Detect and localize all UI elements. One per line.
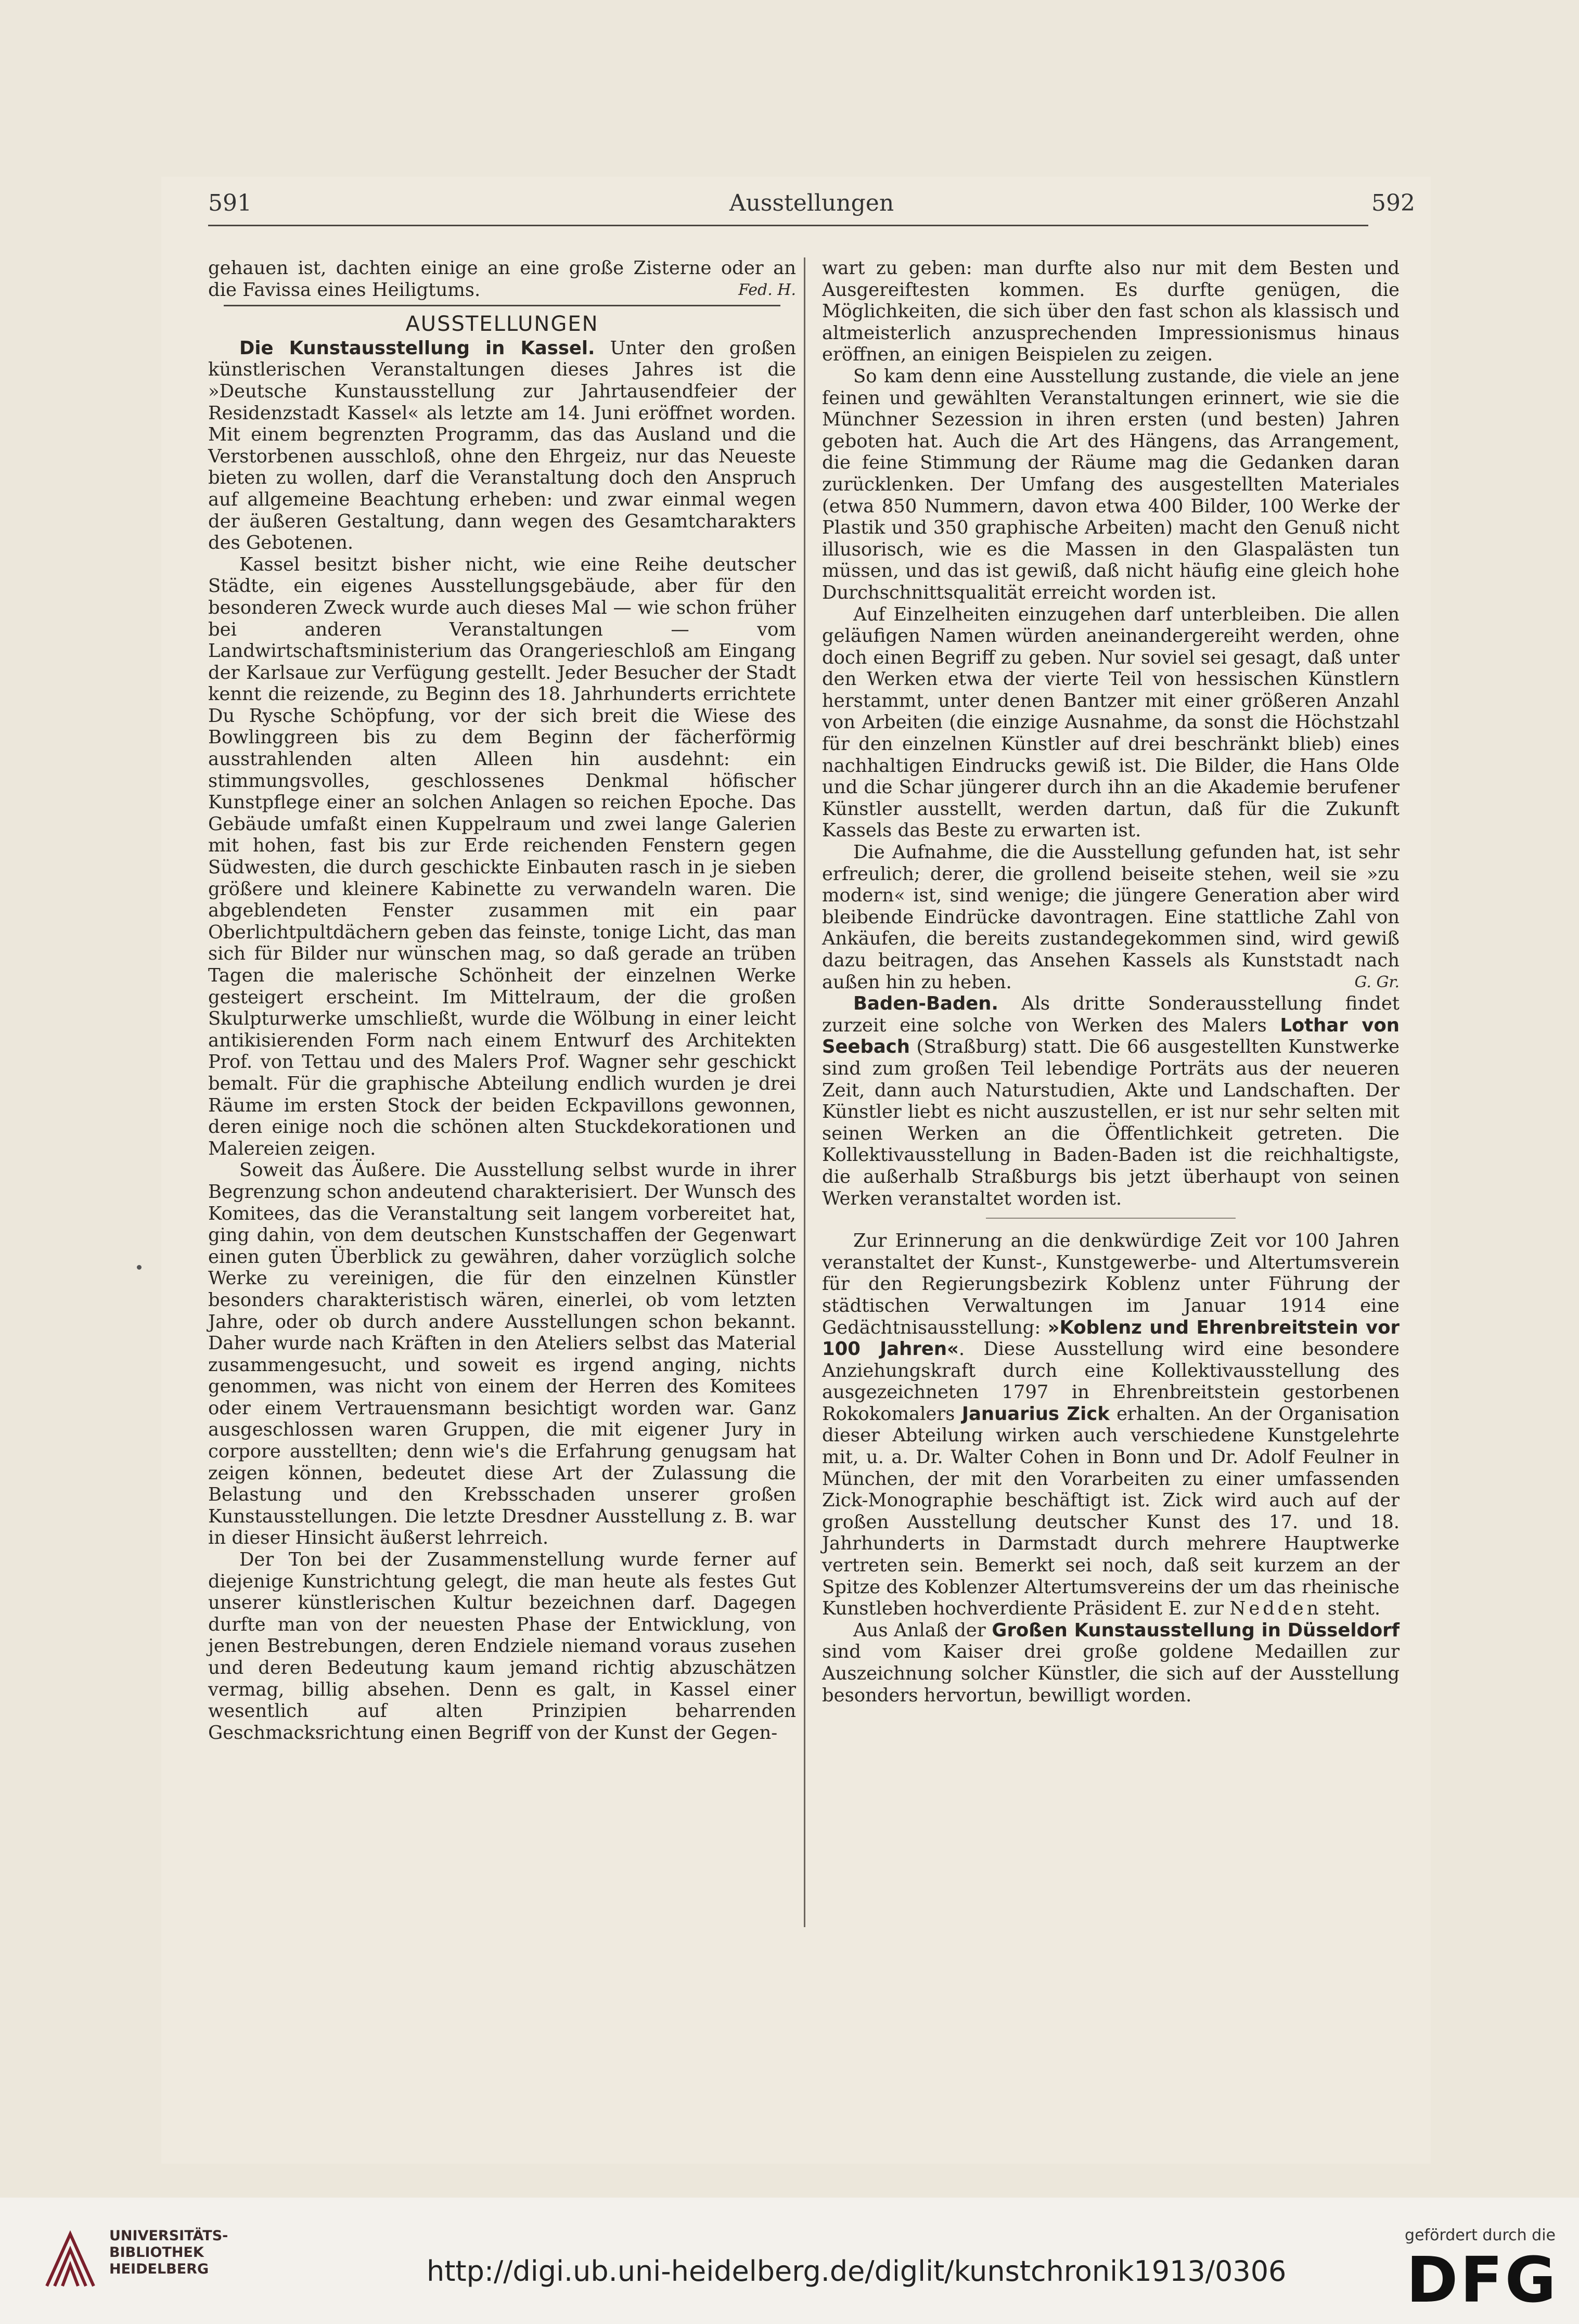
paragraph-baden-baden: Baden-Baden. Als dritte Sonderausstellung findet zurzeit eine solche von Werken des Malers Lothar von Seebach (Straßburg) statt. Die 66 ausgestellten Kunstwerke sind zum großen Teil lebendige Porträts aus der neueren Zeit, dann auch Naturstudien, Akte und Landschaften. Der Künstler liebt es nicht auszustellen, er ist nur sehr selten mit seinen Werken an die Öffentlichkeit getreten. Die Kollektivausstellung in Baden-Baden ist die reichhaltigste, die außerhalb Straßburgs bis jetzt überhaupt von seinen Werken veranstaltet worden ist. bbox=[822, 993, 1400, 1209]
page-number-right: 592 bbox=[1371, 190, 1415, 216]
dfg-logo: DFG bbox=[1406, 2244, 1558, 2317]
paragraph-kassel-tone: Der Ton bei der Zusammenstellung wurde ferner auf diejenige Kunstrichtung gelegt, die man heute als festes Gut unserer künstlerischen Kultur bezeichnen darf. Dagegen durfte man von der neuesten Phase der Entwicklung, von jenen Bestrebungen, deren Endziele niemand voraus zusehen und deren Bedeutung kaum jemand richtig abzuschätzen vermag, billig absehen. Denn es galt, in Kassel einer wesentlich auf alten Prinzipien beharrenden Geschmacksrichtung einen Begriff von der Kunst der Gegen- bbox=[208, 1549, 796, 1744]
left-column bbox=[208, 257, 796, 1744]
baden-baden-heading: Baden-Baden. bbox=[853, 993, 998, 1015]
paragraph-kassel-reception: Die Aufnahme, die die Ausstellung gefunden hat, ist sehr erfreulich; derer, die grollend beiseite stehen, weil sie »zu modern« ist, sind wenige; die jüngere Generation aber wird bleibende Eindrücke davontragen. Eine stattliche Zahl von Ankäufen, die bereits zustandegekommen sind, wird gewiß dazu beitragen, das Ansehen Kassels als Kunststadt nach außen hin zu heben. G. Gr. bbox=[822, 842, 1400, 993]
duesseldorf-exhibition: Großen Kunstausstellung in Düsseldorf bbox=[992, 1619, 1400, 1641]
running-title: Ausstellungen bbox=[729, 190, 894, 216]
funded-by-label: gefördert durch die bbox=[1405, 2226, 1556, 2244]
paragraph-kassel-details: Auf Einzelheiten einzugehen darf unterbleiben. Die allen geläufigen Namen würden aneinandergereiht werden, ohne doch einen Begriff zu geben. Nur soviel sei gesagt, daß unter den Werken etwa der vierte Teil von hessischen Künstlern herstammt, unter denen Bantzer mit einer größeren Anzahl von Arbeiten (die einzige Ausnahme, da sonst die Höchstzahl für den einzelnen Künstler auf drei beschränkt blieb) eines nachhaltigen Eindrucks gewiß ist. Die Bilder, die Hans Olde und die Schar jüngerer durch ihn an die Akademie berufener Künstler ausstellt, werden dartun, daß für die Zukunft Kassels das Beste zu erwarten ist. bbox=[822, 603, 1400, 842]
page-number-left: 591 bbox=[208, 190, 252, 216]
section-rule bbox=[224, 305, 780, 306]
sub-rule bbox=[986, 1218, 1236, 1219]
paragraph-kassel-building: Kassel besitzt bisher nicht, wie eine Reihe deutscher Städte, ein eigenes Ausstellungsgebäude, aber für den besonderen Zweck wurde auch dieses Mal — wie schon früher bei anderen Veranstaltungen — vom Landwirtschaftsministerium das Orangerieschloß am Eingang der Karlsaue zur Verfügung gestellt. Jeder Besucher der Stadt kennt die reizende, zu Beginn des 18. Jahrhunderts errichtete Du Rysche Schöpfung, vor der sich breit die Wiese des Bowlinggreen bis zu dem Beginn der fächerförmig ausstrahlenden alten Alleen hin ausdehnt: ein stimmungsvolles, geschlossenes Denkmal höfischer Kunstpflege einer an solchen Anlagen so reichen Epoche. Das Gebäude umfaßt einen Kuppelraum und zwei lange Galerien mit hohen, fast bis zur Erde reichenden Fenstern gegen Südwesten, die durch geschickte Einbauten rasch in je sieben größere und kleinere Kabinette zu verwandeln waren. Die abgeblendeten Fenster zusammen mit ein paar Oberlichtpultdächern geben das feinste, tonige Licht, das man sich für Bilder nur wünschen mag, so daß gerade an trüben Tagen die malerische Schönheit der einzelnen Werke gesteigert erscheint. Im Mittelraum, der die großen Skulpturwerke umschließt, wurde die Wölbung in einer leicht antikisierenden Form nach einem Entwurf des Architekten Prof. von Tettau und des Malers Prof. Wagner sehr geschickt bemalt. Für die graphische Abteilung endlich wurden je drei Räume im ersten Stock der beiden Eckpavillons gewonnen, deren einige noch die schönen alten Stuckdekorationen und Malereien zeigen. bbox=[208, 553, 796, 1159]
right-column bbox=[822, 257, 1400, 1706]
paragraph-kassel-continued: wart zu geben: man durfte also nur mit dem Besten und Ausgereiftesten kommen. Es durfte genügen, die Möglichkeiten, die sich über den fast schon als klassisch und altmeisterlich anzusprechenden Impressionismus hinaus eröffnen, an einigen Beispielen zu zeigen. bbox=[822, 257, 1400, 366]
koblenz-exhibition-title: »Koblenz und Ehrenbreitstein vor 100 Jahren« bbox=[822, 1316, 1400, 1360]
institution-name: UNIVERSITÄTS- BIBLIOTHEK HEIDELBERG bbox=[109, 2228, 228, 2277]
lothar-von-seebach: Lothar von Seebach bbox=[822, 1014, 1400, 1058]
paragraph-koblenz: Zur Erinnerung an die denkwürdige Zeit vor 100 Jahren veranstaltet der Kunst-, Kunstgewerbe- und Altertumsverein für den Regierungsbezirk Koblenz unter Führung der städtischen Verwaltungen im Januar 1914 eine Gedächtnisausstellung: »Koblenz und Ehrenbreitstein vor 100 Jahren«. Diese Ausstellung wird eine besondere Anziehungskraft durch eine Kollektivausstellung des ausgezeichneten 1797 in Ehrenbreitstein gestorbenen Rokokomalers Januarius Zick erhalten. An der Organisation dieser Abteilung wirken auch verschiedene Kunstgelehrte mit, u. a. Dr. Walter Cohen in Bonn und Dr. Adolf Feulner in München, der mit den Vorarbeiten zu einer umfassenden Zick-Monographie beschäftigt ist. Zick wird auch auf der großen Ausstellung deutscher Kunst des 17. und 18. Jahrhunderts in Darmstadt durch mehrere Hauptwerke vertreten sein. Bemerkt sei noch, daß seit kurzem an der Spitze des Koblenzer Altertumsvereins der um das rheinische Kunstleben hochverdiente Präsident E. zur Nedden steht. bbox=[822, 1230, 1400, 1620]
paragraph-kassel-selection: Soweit das Äußere. Die Ausstellung selbst wurde in ihrer Begrenzung schon andeutend charakterisiert. Der Wunsch des Komitees, das die Veranstaltung seit langem vorbereitet hat, ging dahin, von dem deutschen Kunstschaffen der Gegenwart einen guten Überblick zu gewähren, daher vorzüglich solche Werke zu vereinigen, die für den einzelnen Künstler besonders charakteristisch wären, einerlei, ob vom letzten Jahre, oder ob durch andere Ausstellungen schon bekannt. Daher wurde nach Kräften in den Ateliers selbst das Material zusammengesucht, und soweit es irgend anging, nichts genommen, was nicht von einem der Herren des Komitees oder einem Vertrauensmann besichtigt worden war. Ganz ausgeschlossen waren Gruppen, die mit eigener Jury in corpore ausstellten; denn wie's die Erfahrung genugsam hat zeigen können, bedeutet diese Art der Zulassung die Belastung und den Krebsschaden unserer großen Kunstausstellungen. Die letzte Dresdner Ausstellung z. B. war in dieser Hinsicht äußerst lehrreich. bbox=[208, 1159, 796, 1549]
university-library-logo-icon bbox=[42, 2224, 99, 2291]
margin-dot bbox=[137, 1265, 142, 1270]
paragraph-kassel-intro: Die Kunstausstellung in Kassel. Unter den großen künstlerischen Veranstaltungen dieses Jahres ist die »Deutsche Kunstausstellung zur Jahrtausendfeier der Residenzstadt Kassel« als letzte am 14. Juni eröffnet worden. Mit einem begrenzten Programm, das das Ausland und die Verstorbenen ausschloß, ohne den Ehrgeiz, nur das Neueste bieten zu wollen, darf die Veranstaltung doch den Anspruch auf allgemeine Beachtung erheben: und zwar einmal wegen der äußeren Gestaltung, dann wegen des Gesamtcharakters des Gebotenen. bbox=[208, 337, 796, 554]
section-heading: AUSSTELLUNGEN bbox=[405, 312, 599, 337]
januarius-zick: Januarius Zick bbox=[961, 1403, 1110, 1425]
footer-bar bbox=[0, 2198, 1579, 2324]
paragraph-duesseldorf: Aus Anlaß der Großen Kunstausstellung in Düsseldorf sind vom Kaiser drei große goldene Medaillen zur Auszeichnung solcher Künstler, die sich auf der Ausstellung besonders hervortun, bewilligt worden. bbox=[822, 1619, 1400, 1706]
column-divider bbox=[804, 257, 805, 1927]
nedden: Nedden bbox=[1229, 1598, 1322, 1620]
paragraph-kassel-secession: So kam denn eine Ausstellung zustande, die viele an jene feinen und gewählten Veranstaltungen erinnert, wie sie die Münchner Sezession in ihren ersten (und besten) Jahren geboten hat. Auch die Art des Hängens, das Arrangement, die feine Stimmung der Räume mag die Gedanken daran zurücklenken. Der Umfang des ausgestellten Materiales (etwa 850 Nummern, davon etwa 400 Bilder, 100 Werke der Plastik und 350 graphische Arbeiten) macht den Genuß nicht illusorisch, wie es die Massen in den Glaspalästen tun müssen, und das ist gewiß, daß nicht häufig eine gleich hohe Durchschnittsqualität erreicht worden ist. bbox=[822, 365, 1400, 603]
kassel-heading: Die Kunstausstellung in Kassel. bbox=[239, 337, 595, 359]
source-url-link[interactable]: http://digi.ub.uni-heidelberg.de/diglit/kunstchronik1913/0306 bbox=[427, 2255, 1287, 2288]
paragraph-cistern: gehauen ist, dachten einige an eine große Zisterne oder an die Favissa eines Heiligtums. Fed. H. bbox=[208, 257, 796, 301]
header-rule bbox=[208, 225, 1368, 226]
signature-fed-h: Fed. H. bbox=[738, 280, 796, 299]
signature-g-gr: G. Gr. bbox=[1354, 973, 1400, 991]
